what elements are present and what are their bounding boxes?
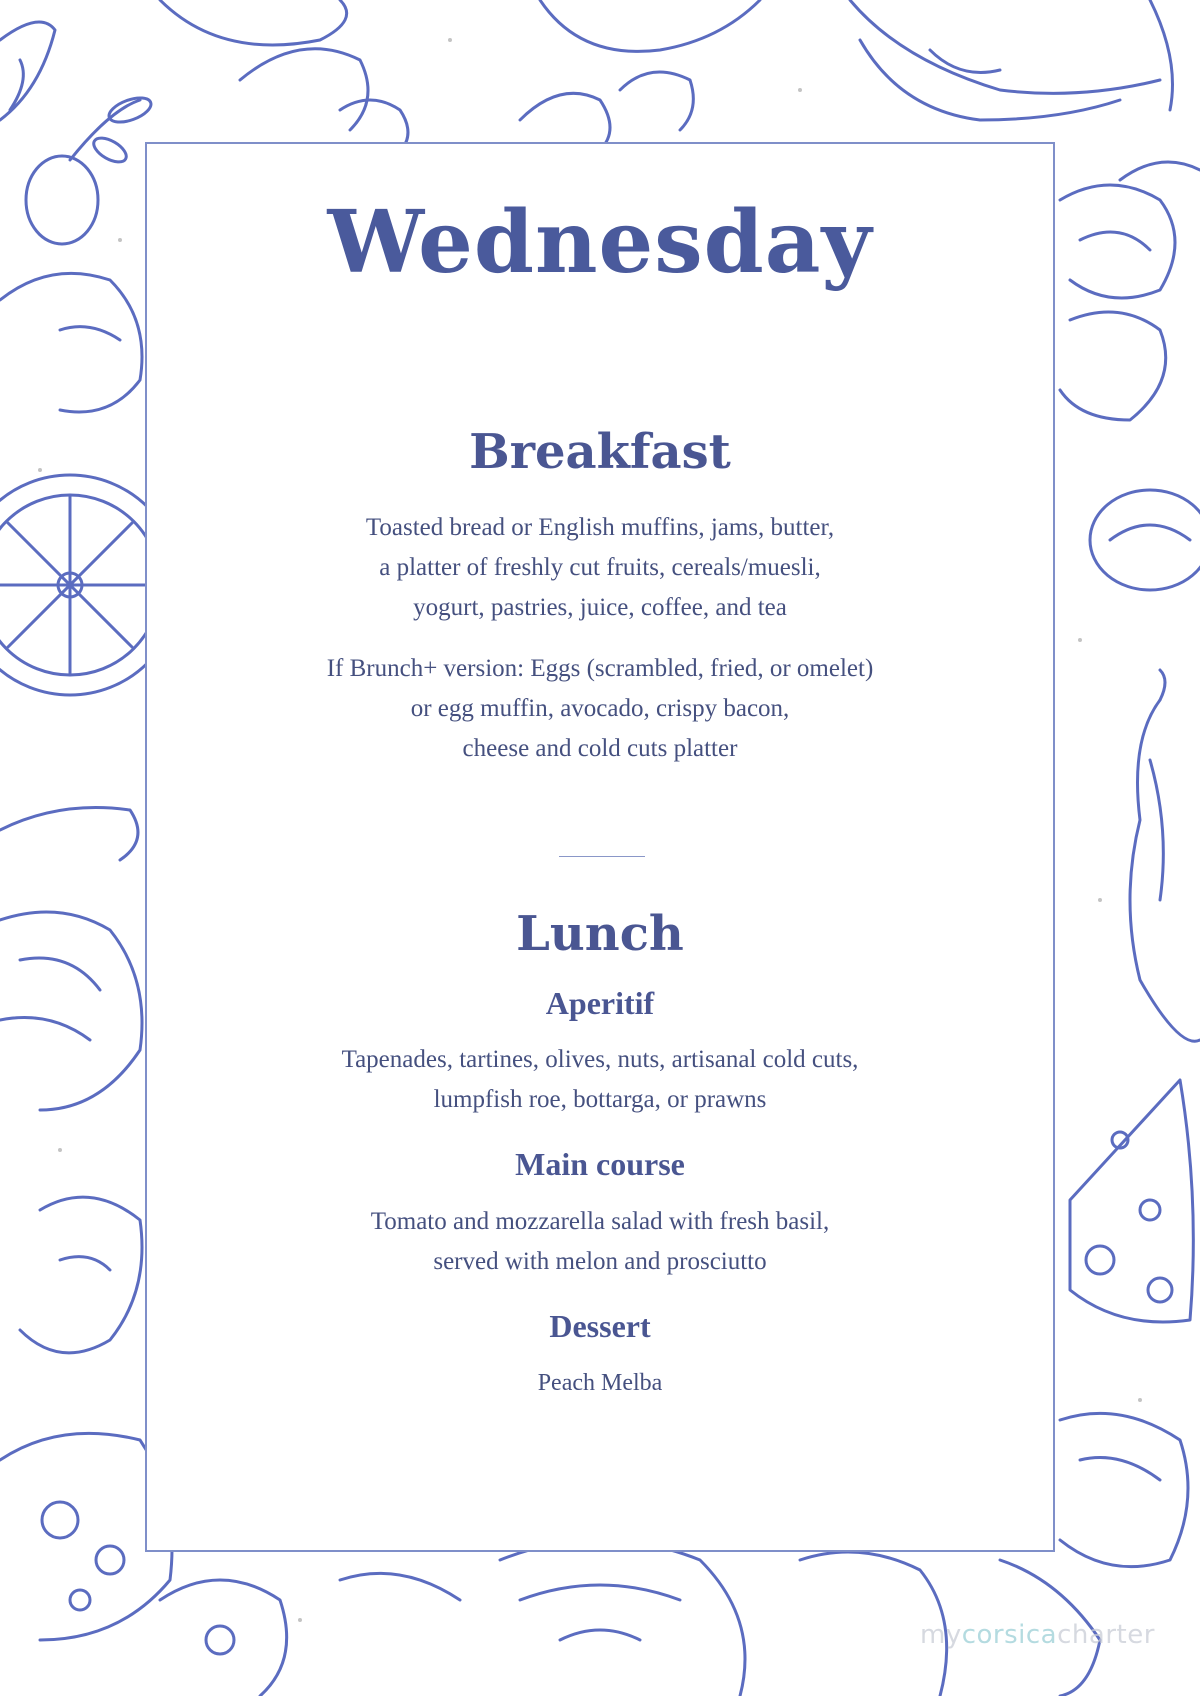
brunch-line: cheese and cold cuts platter — [462, 735, 738, 762]
brunch-description — [147, 649, 1053, 769]
brunch-line: If Brunch+ version: Eggs (scrambled, fried, or omelet) — [326, 655, 874, 682]
menu-card — [145, 142, 1055, 1552]
aperitif-title: Aperitif — [545, 985, 655, 1021]
watermark-part: charter — [1057, 1620, 1155, 1650]
watermark-part: corsica — [961, 1620, 1058, 1650]
day-title: Wednesday — [327, 192, 873, 293]
dessert-title: Dessert — [549, 1308, 651, 1344]
breakfast-title: Breakfast — [469, 424, 731, 480]
breakfast-line: a platter of freshly cut fruits, cereals/muesli, — [379, 554, 821, 581]
aperitif-line: lumpfish roe, bottarga, or prawns — [433, 1086, 767, 1113]
brunch-line: or egg muffin, avocado, crispy bacon, — [410, 695, 790, 722]
aperitif-description — [147, 1040, 1053, 1120]
section-divider — [559, 856, 645, 857]
main-course-line: served with melon and prosciutto — [433, 1248, 767, 1275]
dessert-description: Peach Melba — [537, 1370, 663, 1396]
lunch-title: Lunch — [516, 906, 684, 962]
main-course-description — [147, 1202, 1053, 1282]
watermark-part: my — [920, 1620, 962, 1650]
main-course-line: Tomato and mozzarella salad with fresh basil, — [370, 1208, 830, 1235]
aperitif-line: Tapenades, tartines, olives, nuts, artisanal cold cuts, — [341, 1046, 859, 1073]
main-course-title: Main course — [515, 1146, 685, 1182]
breakfast-line: Toasted bread or English muffins, jams, butter, — [365, 514, 835, 541]
watermark — [920, 1620, 1155, 1650]
breakfast-line: yogurt, pastries, juice, coffee, and tea — [413, 594, 787, 621]
breakfast-description — [147, 508, 1053, 628]
